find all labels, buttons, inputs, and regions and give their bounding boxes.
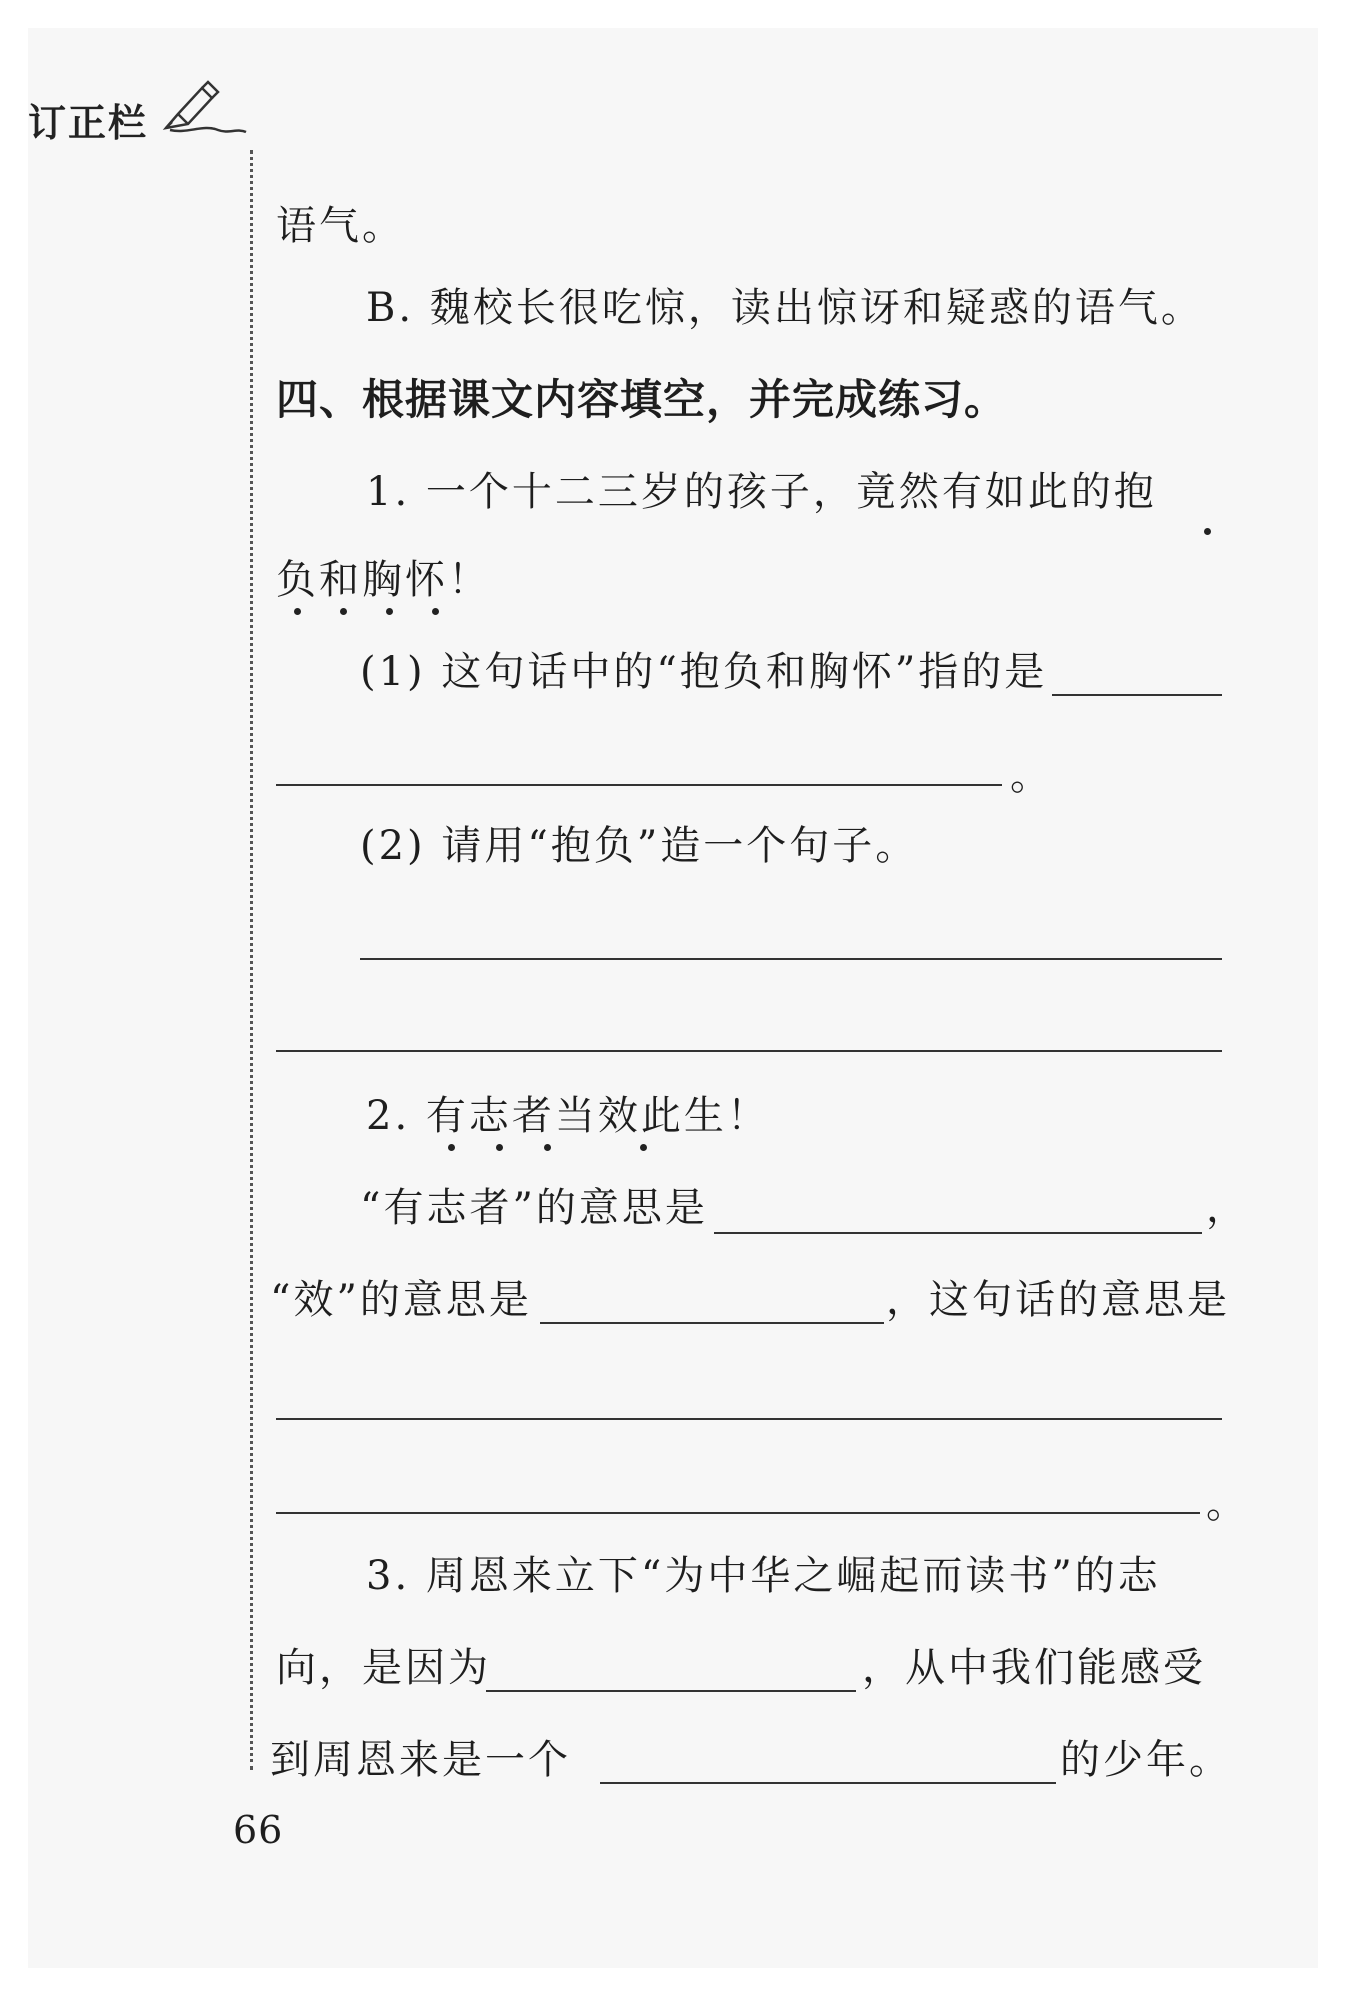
- q3-line2-start: 向，是因为: [276, 1645, 491, 1691]
- q2-line1: 2. 有志者当效此生！: [366, 1093, 770, 1139]
- pencil-icon: [158, 76, 248, 136]
- q2-end: 。: [1206, 1481, 1249, 1527]
- q2-prompt2-mid: ，这句话的意思是: [886, 1277, 1230, 1323]
- emphasis-dot: [432, 608, 439, 615]
- option-b: B. 魏校长很吃惊，读出惊讶和疑惑的语气。: [366, 285, 1204, 331]
- emphasis-dot: [340, 608, 347, 615]
- continued-line: 语气。: [276, 203, 405, 249]
- q1-sub1-end: 。: [1010, 753, 1053, 799]
- q2-prompt1-end: ，: [1206, 1185, 1249, 1231]
- emphasis-dot: [496, 1144, 503, 1151]
- q1-sub1-prompt: (1) 这句话中的“抱负和胸怀”指的是: [360, 649, 1048, 695]
- q3-line2-end: ，从中我们能感受: [862, 1645, 1206, 1691]
- q1-line1: 1. 一个十二三岁的孩子，竟然有如此的抱: [366, 469, 1157, 515]
- q2-prompt1: “有志者”的意思是: [360, 1185, 708, 1231]
- answer-blank[interactable]: [486, 1690, 856, 1692]
- emphasis-dot: [448, 1144, 455, 1151]
- correction-column-title: 订正栏: [28, 101, 149, 145]
- emphasis-dot: [640, 1144, 647, 1151]
- answer-blank[interactable]: [360, 958, 1222, 960]
- answer-blank[interactable]: [600, 1782, 1056, 1784]
- q3-line3-end: 的少年。: [1060, 1737, 1232, 1783]
- section-heading: 四、根据课文内容填空，并完成练习。: [276, 375, 1008, 424]
- q1-line2: 负和胸怀！: [276, 557, 491, 603]
- answer-blank[interactable]: [276, 784, 1002, 786]
- emphasis-dot: [294, 608, 301, 615]
- q3-line1: 3. 周恩来立下“为中华之崛起而读书”的志: [366, 1553, 1161, 1599]
- answer-blank[interactable]: [276, 1512, 1200, 1514]
- answer-blank[interactable]: [714, 1232, 1202, 1234]
- emphasis-dot: [386, 608, 393, 615]
- q1-sub2-prompt: (2) 请用“抱负”造一个句子。: [360, 823, 919, 869]
- answer-blank[interactable]: [276, 1418, 1222, 1420]
- page-number: 66: [233, 1808, 284, 1852]
- answer-blank[interactable]: [1052, 694, 1222, 696]
- margin-divider: [250, 150, 253, 1770]
- answer-blank[interactable]: [540, 1322, 884, 1324]
- q3-line3-start: 到周恩来是一个: [270, 1737, 571, 1783]
- emphasis-dot: [544, 1144, 551, 1151]
- answer-blank[interactable]: [276, 1050, 1222, 1052]
- q2-prompt2: “效”的意思是: [270, 1277, 532, 1323]
- emphasis-dot: [1204, 528, 1211, 535]
